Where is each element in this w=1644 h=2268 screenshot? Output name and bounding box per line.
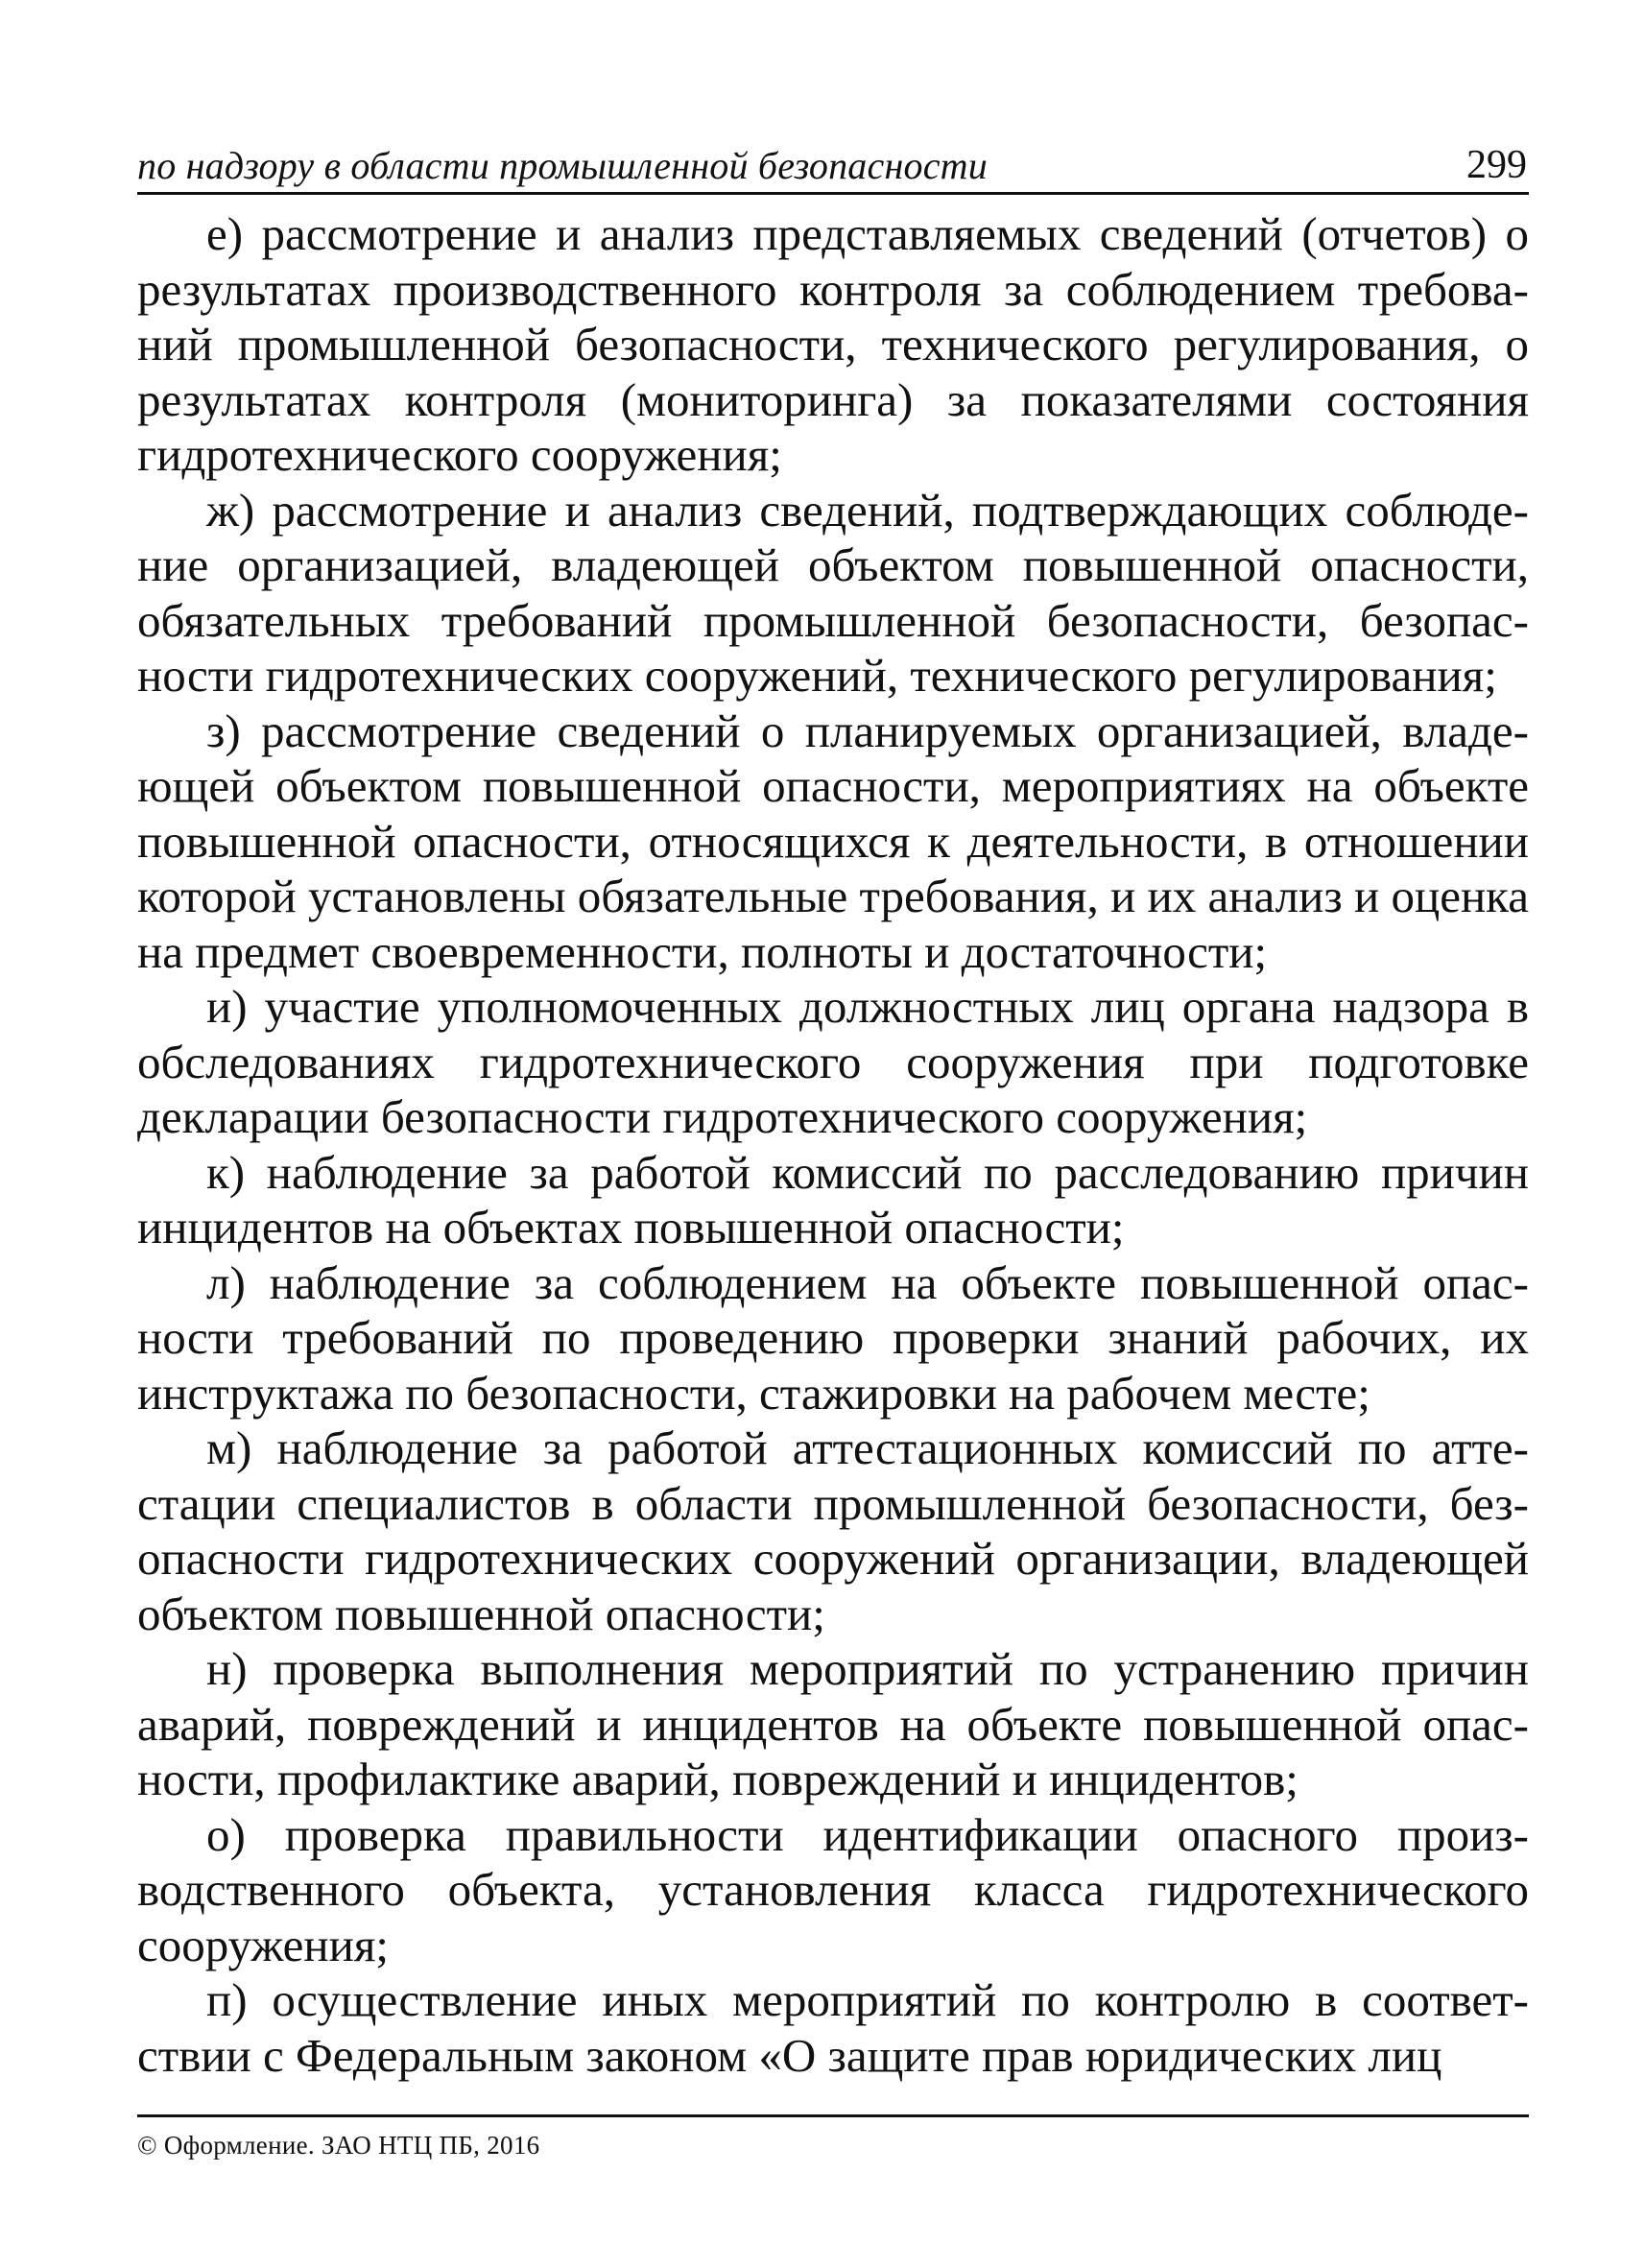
paragraph-i: и) участие уполномоченных должностных лиц органа надзора в обследованиях гидротехнического сооружения при подготовке декларации безопасности гидротехнического сооружения; [137, 980, 1529, 1143]
paragraph-n: н) проверка выполнения мероприятий по устранению причин аварий, повреждений и инцидентов на объекте повышенной опасности, профилактике аварий, повреждений и инцидентов; [137, 1642, 1529, 1805]
running-title: по надзору в области промышленной безопасности [137, 144, 988, 187]
body-text [137, 206, 1529, 2083]
paragraph-o: о) проверка правильности идентификации опасного производственного объекта, установления класса гидротехнического сооружения; [137, 1807, 1529, 1971]
page-footer [137, 2114, 1529, 2161]
page [137, 134, 1529, 2083]
copyright-notice: © Оформление. ЗАО НТЦ ПБ, 2016 [137, 2131, 540, 2160]
page-number: 299 [1466, 143, 1527, 187]
paragraph-p: п) осуществление иных мероприятий по контролю в соответствии с Федеральным законом «О защите прав юридических лиц [137, 1973, 1529, 2082]
paragraph-e: е) рассмотрение и анализ представляемых сведений (отчетов) о результатах производственного контроля за соблюдением требований промышленной безопасности, технического регулирования, о результатах контроля (мониторинга) за показателями состояния гидротехнического сооружения; [137, 207, 1529, 481]
paragraph-k: к) наблюдение за работой комиссий по расследованию причин инцидентов на объектах повышенной опасности; [137, 1145, 1529, 1253]
paragraph-zh: ж) рассмотрение и анализ сведений, подтверждающих соблюдение организацией, владеющей объектом повышенной опасности, обязательных требований промышленной безопасности, безопасности гидротехнических сооружений, технического регулирования; [137, 483, 1529, 702]
running-header [137, 134, 1529, 195]
paragraph-m: м) наблюдение за работой аттестационных комиссий по аттестации специалистов в области промышленной безопасности, безопасности гидротехнических сооружений организации, владеющей объектом повышенной опасности; [137, 1421, 1529, 1640]
paragraph-l: л) наблюдение за соблюдением на объекте повышенной опасности требований по проведению проверки знаний рабочих, их инструктажа по безопасности, стажировки на рабочем месте; [137, 1255, 1529, 1420]
paragraph-z: з) рассмотрение сведений о планируемых организацией, владеющей объектом повышенной опасности, мероприятиях на объекте повышенной опасности, относящихся к деятельности, в отношении которой установлены обязательные требования, и их анализ и оценка на предмет своевременности, полноты и достаточности; [137, 704, 1529, 978]
